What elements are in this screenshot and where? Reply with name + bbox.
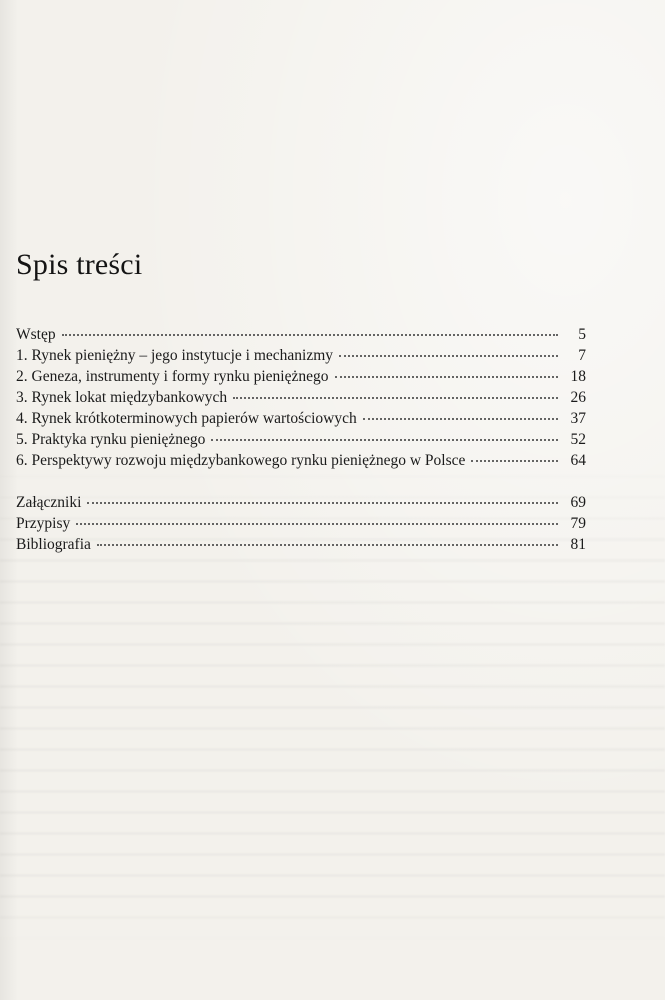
toc-entry-label: Przypisy (16, 515, 71, 532)
toc-entry-label: Wstęp (16, 326, 56, 343)
toc-entry-chapter-6 (16, 450, 586, 471)
toc-entry-page: 79 (570, 515, 586, 532)
toc-entry-label: 5. Praktyka rynku pieniężnego (16, 431, 206, 448)
toc-entry-page: 52 (570, 431, 586, 448)
toc-entry-page: 18 (570, 368, 586, 385)
toc-entry-label: 3. Rynek lokat międzybankowych (16, 389, 228, 406)
toc-entry-chapter-5 (16, 429, 586, 450)
toc-entry-label: 1. Rynek pieniężny – jego instytucje i mechanizmy (16, 347, 334, 364)
toc-entry-appendices (16, 492, 586, 513)
table-of-contents (16, 324, 586, 471)
toc-entry-intro (16, 324, 586, 345)
toc-entry-page: 7 (578, 347, 586, 364)
dot-leader (335, 375, 559, 378)
toc-entry-page: 5 (578, 326, 586, 343)
toc-entry-page: 64 (570, 452, 586, 469)
dot-leader (87, 501, 558, 504)
toc-entry-page: 37 (570, 410, 586, 427)
toc-entry-notes (16, 513, 586, 534)
toc-entry-page: 26 (570, 389, 586, 406)
dot-leader (97, 543, 558, 546)
toc-entry-bibliography (16, 534, 586, 555)
dot-leader (62, 333, 558, 336)
dot-leader (211, 438, 558, 441)
toc-entry-label: 2. Geneza, instrumenty i formy rynku pieniężnego (16, 368, 329, 385)
dot-leader (76, 522, 558, 525)
toc-entry-chapter-4 (16, 408, 586, 429)
dot-leader (363, 417, 558, 420)
toc-entry-chapter-3 (16, 387, 586, 408)
table-of-contents-back-matter (16, 492, 586, 555)
dot-leader (339, 354, 558, 357)
page-title: Spis treści (16, 248, 143, 281)
toc-entry-page: 69 (570, 494, 586, 511)
dot-leader (471, 459, 558, 462)
toc-entry-label: 4. Rynek krótkoterminowych papierów wartościowych (16, 410, 357, 427)
toc-entry-chapter-1 (16, 345, 586, 366)
toc-entry-label: 6. Perspektywy rozwoju międzybankowego rynku pieniężnego w Polsce (16, 452, 466, 469)
toc-entry-page: 81 (570, 536, 586, 553)
toc-entry-label: Załączniki (16, 494, 82, 511)
dot-leader (233, 396, 558, 399)
toc-entry-chapter-2 (16, 366, 586, 387)
toc-entry-label: Bibliografia (16, 536, 91, 553)
